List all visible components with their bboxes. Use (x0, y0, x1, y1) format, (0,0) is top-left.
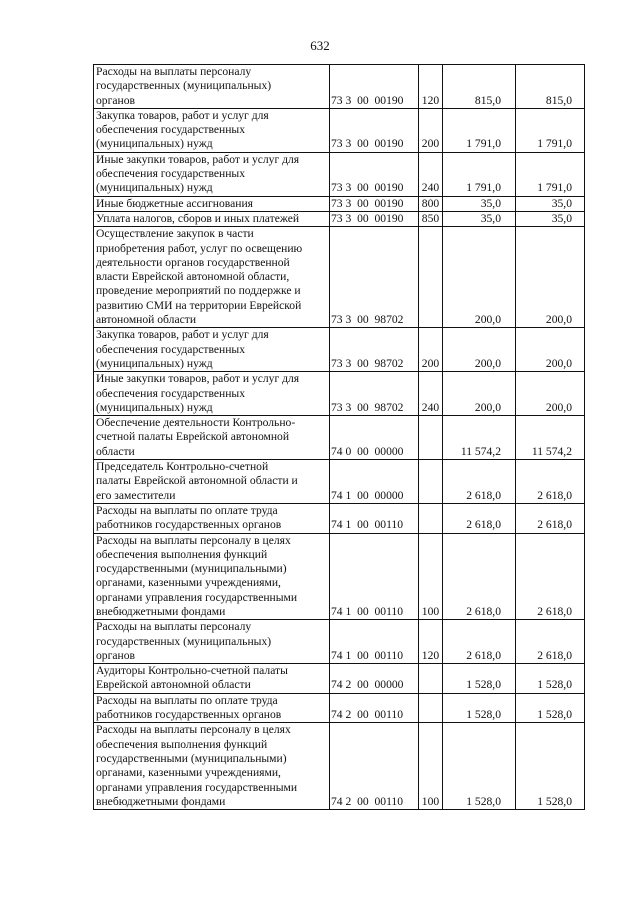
expense-name-line: (муниципальных) нужд (96, 137, 213, 151)
expense-name-line: автономной области (96, 313, 197, 327)
expense-name-line: развитию СМИ на территории Еврейской (96, 298, 302, 312)
table-row (94, 503, 585, 533)
expense-type-code (419, 664, 443, 694)
expense-type-code: 240 (419, 372, 443, 416)
expense-name-line: органами, казенными учреждениями, (96, 576, 281, 590)
table-row (94, 328, 585, 372)
expense-name-line: его заместители (96, 488, 176, 502)
expense-name-line: палаты Еврейской автономной области и (96, 474, 298, 488)
expense-name (94, 723, 330, 810)
expense-name-line: обеспечения государственных (96, 342, 246, 356)
expense-name-line: деятельности органов государственной (96, 255, 290, 269)
expense-name-line: органов (96, 93, 135, 107)
expense-name-line: органами, казенными учреждениями, (96, 766, 281, 780)
budget-code: 74 2 00 00110 (330, 693, 419, 723)
amount-1: 200,0 (443, 372, 516, 416)
expense-name-line: государственными (муниципальными) (96, 562, 287, 576)
expense-name (94, 328, 330, 372)
amount-1: 11 574,2 (443, 416, 516, 460)
expense-name-line: Аудиторы Контрольно-счетной палаты (96, 664, 288, 678)
expense-type-code: 240 (419, 152, 443, 196)
amount-1: 35,0 (443, 196, 516, 211)
expense-name-line: Расходы на выплаты по оплате труда (96, 693, 278, 707)
expense-name-line: работников государственных органов (96, 518, 282, 532)
amount-2: 1 528,0 (516, 723, 585, 810)
expense-name-line: области (96, 444, 135, 458)
expense-name-line: внебюджетными фондами (96, 794, 226, 808)
expense-name-line: Уплата налогов, сборов и иных платежей (96, 211, 300, 225)
expense-type-code (419, 693, 443, 723)
expense-name-line: Иные закупки товаров, работ и услуг для (96, 372, 300, 386)
table-row (94, 416, 585, 460)
expense-type-code: 850 (419, 211, 443, 226)
expense-name-line: (муниципальных) нужд (96, 356, 213, 370)
expense-name-line: Расходы на выплаты персоналу (96, 65, 252, 78)
amount-2: 2 618,0 (516, 460, 585, 504)
table-row (94, 533, 585, 620)
expense-name-line: органами управления государственными (96, 780, 298, 794)
expense-name-line: (муниципальных) нужд (96, 400, 213, 414)
table-row (94, 227, 585, 328)
amount-1: 2 618,0 (443, 533, 516, 620)
expense-name-line: приобретения работ, услуг по освещению (96, 241, 303, 255)
amount-2: 1 791,0 (516, 152, 585, 196)
expense-name-line: Еврейской автономной области (96, 678, 251, 692)
expense-name (94, 503, 330, 533)
expense-name (94, 533, 330, 620)
expense-name-line: Иные бюджетные ассигнования (96, 196, 253, 210)
page-number: 632 (310, 38, 330, 53)
table-row (94, 664, 585, 694)
expense-name (94, 227, 330, 328)
expense-name-line: обеспечения выполнения функций (96, 547, 268, 561)
table-row (94, 372, 585, 416)
expense-name-line: Расходы на выплаты по оплате труда (96, 503, 278, 517)
expense-type-code (419, 460, 443, 504)
amount-2: 1 791,0 (516, 108, 585, 152)
expense-name-line: Иные закупки товаров, работ и услуг для (96, 152, 300, 166)
amount-1: 815,0 (443, 65, 516, 109)
table-row (94, 460, 585, 504)
budget-code: 73 3 00 98702 (330, 372, 419, 416)
amount-2: 200,0 (516, 372, 585, 416)
expense-name-line: Расходы на выплаты персоналу в целях (96, 533, 291, 547)
expense-type-code (419, 503, 443, 533)
budget-code: 73 3 00 98702 (330, 328, 419, 372)
expense-name-line: государственными (муниципальными) (96, 751, 287, 765)
expense-type-code: 100 (419, 723, 443, 810)
expense-name-line: Расходы на выплаты персоналу в целях (96, 723, 291, 737)
amount-2: 2 618,0 (516, 503, 585, 533)
expense-name-line: обеспечения государственных (96, 386, 246, 400)
expense-type-code: 120 (419, 65, 443, 109)
budget-code: 73 3 00 00190 (330, 211, 419, 226)
expense-name-line: обеспечения государственных (96, 167, 246, 181)
expense-name-line: Обеспечение деятельности Контрольно- (96, 416, 296, 430)
budget-code: 73 3 00 00190 (330, 196, 419, 211)
expense-name (94, 460, 330, 504)
expense-name-line: власти Еврейской автономной области, (96, 270, 290, 284)
budget-code: 73 3 00 00190 (330, 152, 419, 196)
table-row (94, 620, 585, 664)
amount-1: 1 791,0 (443, 152, 516, 196)
table-row (94, 108, 585, 152)
expense-type-code: 120 (419, 620, 443, 664)
amount-2: 2 618,0 (516, 620, 585, 664)
expense-name (94, 65, 330, 109)
expense-name (94, 211, 330, 226)
amount-1: 1 528,0 (443, 723, 516, 810)
amount-2: 815,0 (516, 65, 585, 109)
expense-name-line: работников государственных органов (96, 708, 282, 722)
amount-1: 200,0 (443, 227, 516, 328)
budget-code: 74 1 00 00110 (330, 620, 419, 664)
amount-2: 200,0 (516, 328, 585, 372)
expense-name-line: счетной палаты Еврейской автономной (96, 430, 290, 444)
expense-name-line: Закупка товаров, работ и услуг для (96, 108, 269, 122)
budget-code: 73 3 00 98702 (330, 227, 419, 328)
amount-2: 2 618,0 (516, 533, 585, 620)
amount-1: 1 528,0 (443, 664, 516, 694)
expense-name-line: Закупка товаров, работ и услуг для (96, 328, 269, 342)
expense-name-line: Осуществление закупок в части (96, 227, 254, 241)
budget-code: 74 2 00 00110 (330, 723, 419, 810)
budget-code: 73 3 00 00190 (330, 108, 419, 152)
amount-2: 35,0 (516, 211, 585, 226)
expense-name-line: (муниципальных) нужд (96, 181, 213, 195)
expense-type-code: 200 (419, 328, 443, 372)
amount-1: 35,0 (443, 211, 516, 226)
expense-type-code (419, 227, 443, 328)
budget-code: 73 3 00 00190 (330, 65, 419, 109)
table-row (94, 211, 585, 226)
amount-2: 1 528,0 (516, 664, 585, 694)
expense-name (94, 664, 330, 694)
expense-type-code: 800 (419, 196, 443, 211)
table-row (94, 65, 585, 109)
budget-code: 74 0 00 00000 (330, 416, 419, 460)
amount-1: 1 791,0 (443, 108, 516, 152)
amount-2: 11 574,2 (516, 416, 585, 460)
expense-name-line: обеспечения государственных (96, 123, 246, 137)
expense-name (94, 416, 330, 460)
amount-1: 2 618,0 (443, 503, 516, 533)
amount-2: 1 528,0 (516, 693, 585, 723)
expense-name-line: государственных (муниципальных) (96, 634, 272, 648)
budget-table (93, 64, 585, 810)
table-row (94, 196, 585, 211)
expense-name-line: органами управления государственными (96, 590, 298, 604)
expense-type-code: 100 (419, 533, 443, 620)
budget-code: 74 1 00 00110 (330, 503, 419, 533)
expense-name-line: внебюджетными фондами (96, 604, 226, 618)
expense-name-line: Расходы на выплаты персоналу (96, 620, 252, 634)
expense-name (94, 693, 330, 723)
expense-name (94, 108, 330, 152)
budget-code: 74 1 00 00110 (330, 533, 419, 620)
amount-1: 2 618,0 (443, 460, 516, 504)
budget-code: 74 1 00 00000 (330, 460, 419, 504)
expense-name-line: Председатель Контрольно-счетной (96, 460, 269, 474)
table-row (94, 723, 585, 810)
amount-1: 2 618,0 (443, 620, 516, 664)
amount-1: 200,0 (443, 328, 516, 372)
amount-2: 200,0 (516, 227, 585, 328)
table-row (94, 693, 585, 723)
expense-name-line: органов (96, 648, 135, 662)
expense-name-line: государственных (муниципальных) (96, 79, 272, 93)
expense-name (94, 152, 330, 196)
table-row (94, 152, 585, 196)
expense-type-code: 200 (419, 108, 443, 152)
expense-name-line: обеспечения выполнения функций (96, 737, 268, 751)
expense-name-line: проведение мероприятий по поддержке и (96, 284, 301, 298)
amount-1: 1 528,0 (443, 693, 516, 723)
expense-name (94, 196, 330, 211)
budget-code: 74 2 00 00000 (330, 664, 419, 694)
amount-2: 35,0 (516, 196, 585, 211)
expense-type-code (419, 416, 443, 460)
expense-name (94, 372, 330, 416)
expense-name (94, 620, 330, 664)
budget-table-body (94, 65, 585, 810)
